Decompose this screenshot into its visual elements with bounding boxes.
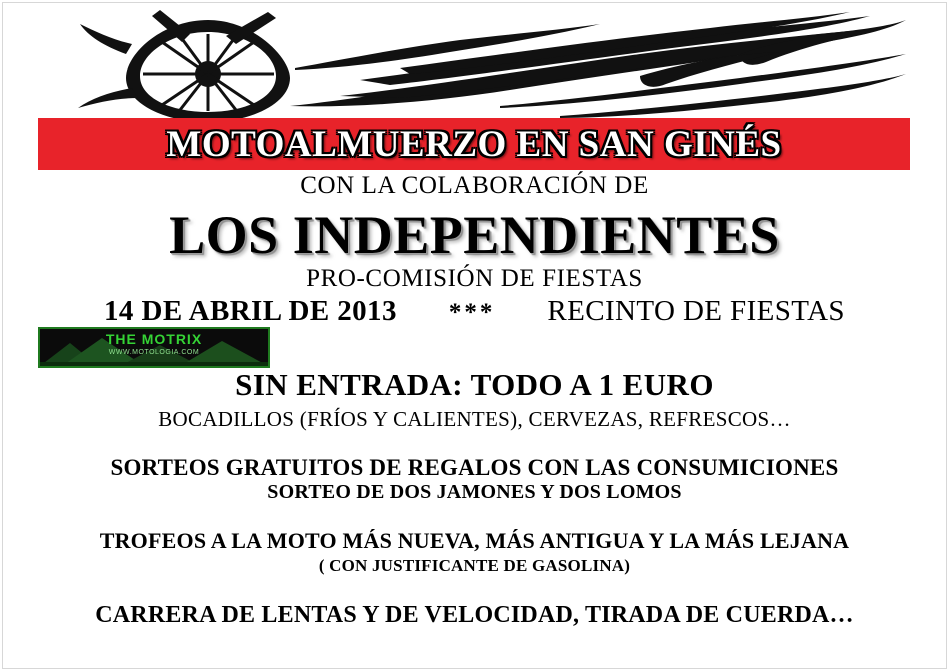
event-date: 14 DE ABRIL DE 2013: [104, 295, 397, 327]
collaboration-label: CON LA COLABORACIÓN DE: [300, 172, 649, 199]
food-line: BOCADILLOS (FRÍOS Y CALIENTES), CERVEZAS, REFRESCOS…: [158, 407, 791, 431]
poster-main-title: MOTOALMUERZO EN SAN GINÉS: [166, 123, 782, 165]
organizer-headline: LOS INDEPENDIENTES: [169, 205, 780, 265]
watermark-title: THE MOTRIX: [105, 331, 203, 347]
trophies-line-1: TROFEOS A LA MOTO MÁS NUEVA, MÁS ANTIGUA Y LA MÁS LEJANA: [99, 528, 850, 553]
title-band: [38, 118, 910, 170]
races-line: CARRERA DE LENTAS Y DE VELOCIDAD, TIRADA DE CUERDA…: [95, 602, 854, 628]
entry-price-line: SIN ENTRADA: TODO A 1 EURO: [235, 367, 714, 402]
raffles-line-2: SORTEO DE DOS JAMONES Y DOS LOMOS: [267, 481, 682, 503]
trophies-line-2: ( CON JUSTIFICANTE DE GASOLINA): [318, 556, 631, 575]
watermark-badge: [38, 327, 270, 368]
watermark-subtitle: WWW.MOTOLOGIA.COM: [108, 349, 200, 356]
date-venue-separator: ***: [448, 299, 496, 326]
subcommission-label: PRO-COMISIÓN DE FIESTAS: [306, 265, 643, 292]
event-date-venue: [0, 295, 949, 328]
motorcycle-flames-artwork: [40, 10, 910, 125]
event-venue: RECINTO DE FIESTAS: [547, 295, 845, 327]
raffles-line-1: SORTEOS GRATUITOS DE REGALOS CON LAS CONSUMICIONES: [110, 455, 839, 480]
